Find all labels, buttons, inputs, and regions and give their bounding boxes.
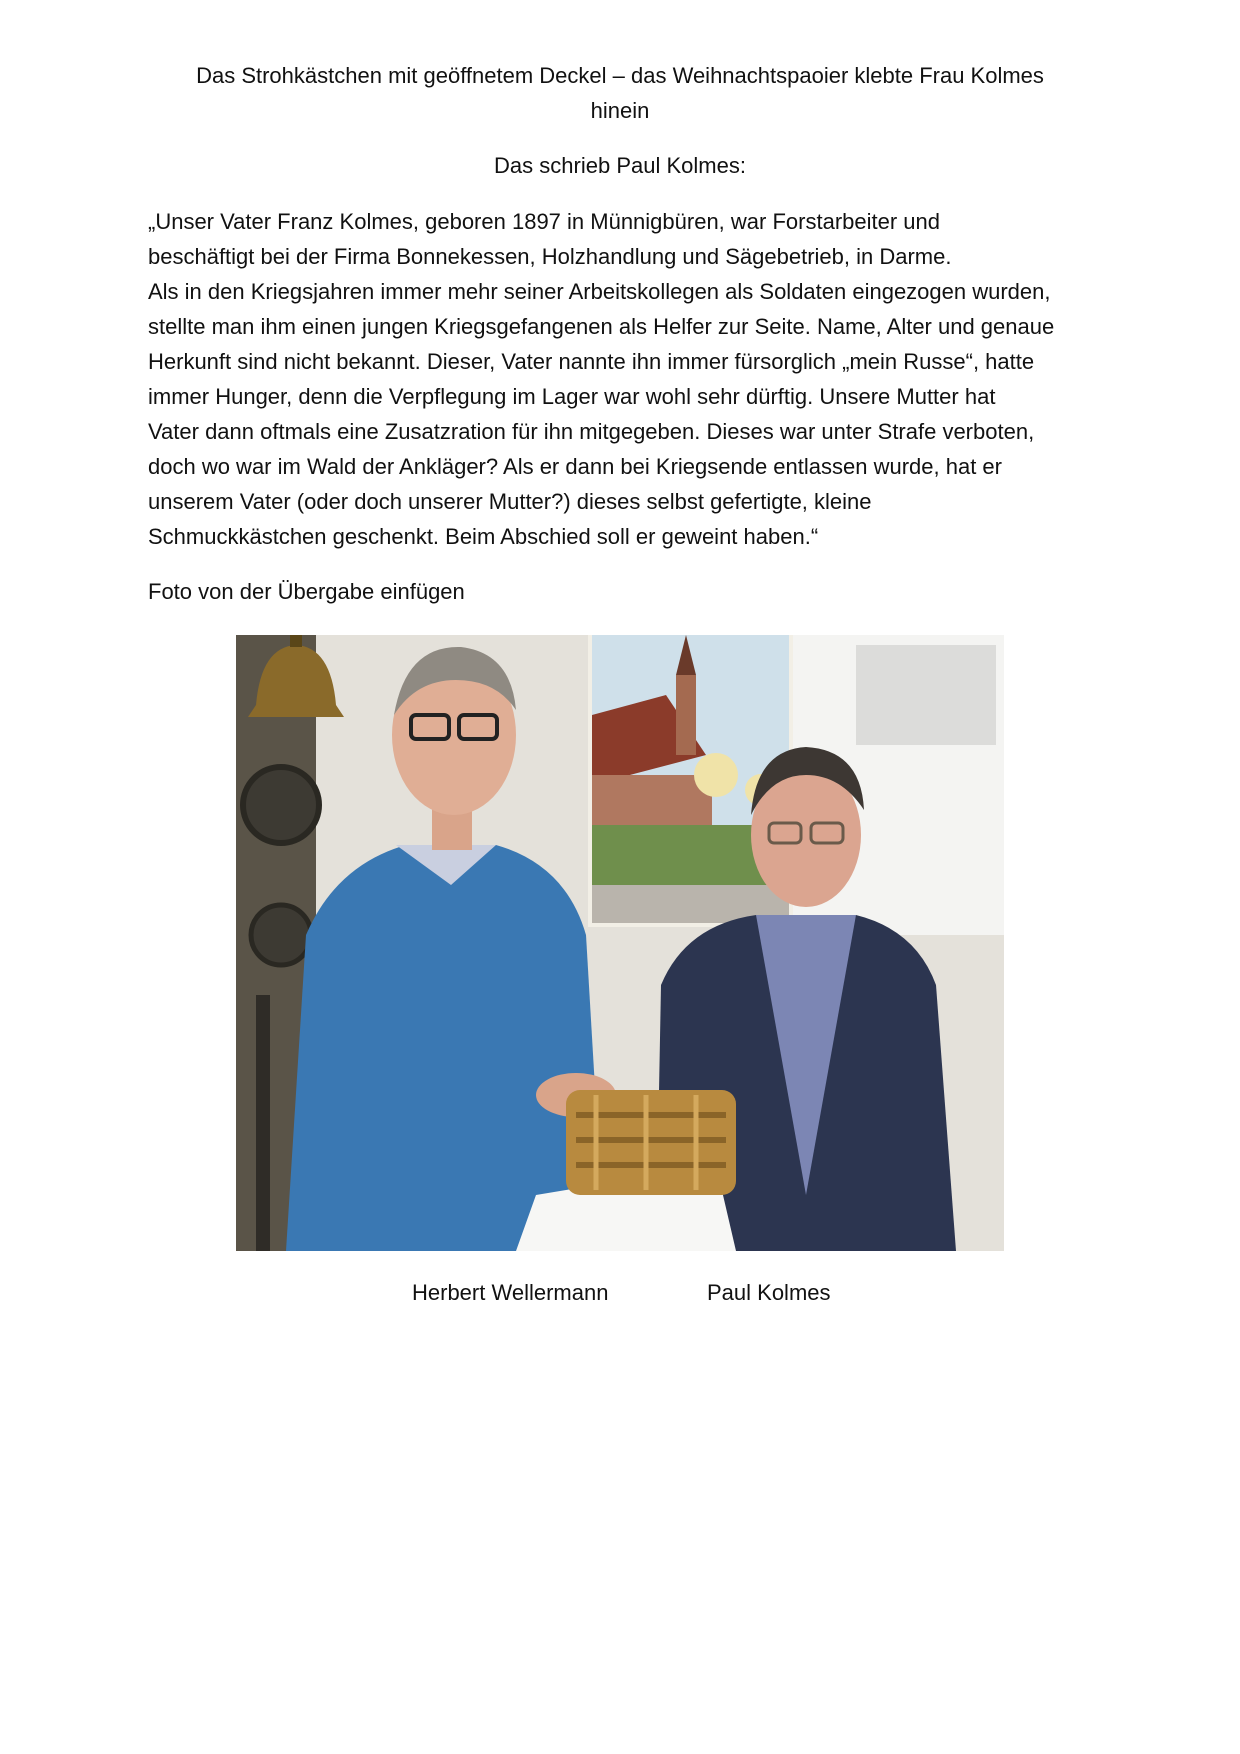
quote-line: unserem Vater (oder doch unserer Mutter?) dieses selbst gefertigte, kleine: [148, 489, 872, 514]
quote-paragraph: [148, 204, 1108, 554]
lamp-reflection: [694, 753, 738, 797]
quote-line: Vater dann oftmals eine Zusatzration für ihn mitgegeben. Dieses war unter Strafe verboten,: [148, 419, 1035, 444]
quote-line: Als in den Kriegsjahren immer mehr seiner Arbeitskollegen als Soldaten eingezogen wurden,: [148, 279, 1051, 304]
quote-line: Schmuckkästchen geschenkt. Beim Abschied soll er geweint haben.“: [148, 524, 819, 549]
quote-line: stellte man ihm einen jungen Kriegsgefangenen als Helfer zur Seite. Name, Alter und genaue: [148, 314, 1055, 339]
name-herbert-wellermann: Herbert Wellermann: [412, 1280, 609, 1305]
sub-heading: Das schrieb Paul Kolmes:: [494, 153, 746, 178]
quote-line: „Unser Vater Franz Kolmes, geboren 1897 in Münnigbüren, war Forstarbeiter und: [148, 209, 940, 234]
bell-mount: [290, 635, 302, 647]
quote-line: Herkunft sind nicht bekannt. Dieser, Vater nannte ihn immer fürsorglich „mein Russe“, hatte: [148, 349, 1035, 374]
quote-line: doch wo war im Wald der Ankläger? Als er dann bei Kriegsende entlassen wurde, hat er: [148, 454, 1002, 479]
gear-wheel: [251, 905, 311, 965]
screen-content: [856, 645, 996, 745]
caption-top: Das Strohkästchen mit geöffnetem Deckel – das Weihnachtspaoier klebte Frau Kolmes hinein: [196, 63, 1044, 123]
machine-post: [256, 995, 270, 1251]
quote-line: beschäftigt bei der Firma Bonnekessen, Holzhandlung und Sägebetrieb, in Darme.: [148, 244, 952, 269]
handover-photo-illustration: [236, 635, 1004, 1251]
quote-line: immer Hunger, denn die Verpflegung im Lager war wohl sehr dürftig. Unsere Mutter hat: [148, 384, 996, 409]
name-paul-kolmes: Paul Kolmes: [707, 1280, 831, 1305]
man-left-sweater: [286, 845, 596, 1251]
church-tower: [676, 675, 696, 755]
gear-wheel: [243, 767, 319, 843]
photo-note: Foto von der Übergabe einfügen: [148, 579, 465, 604]
handover-photo: [236, 635, 1004, 1251]
